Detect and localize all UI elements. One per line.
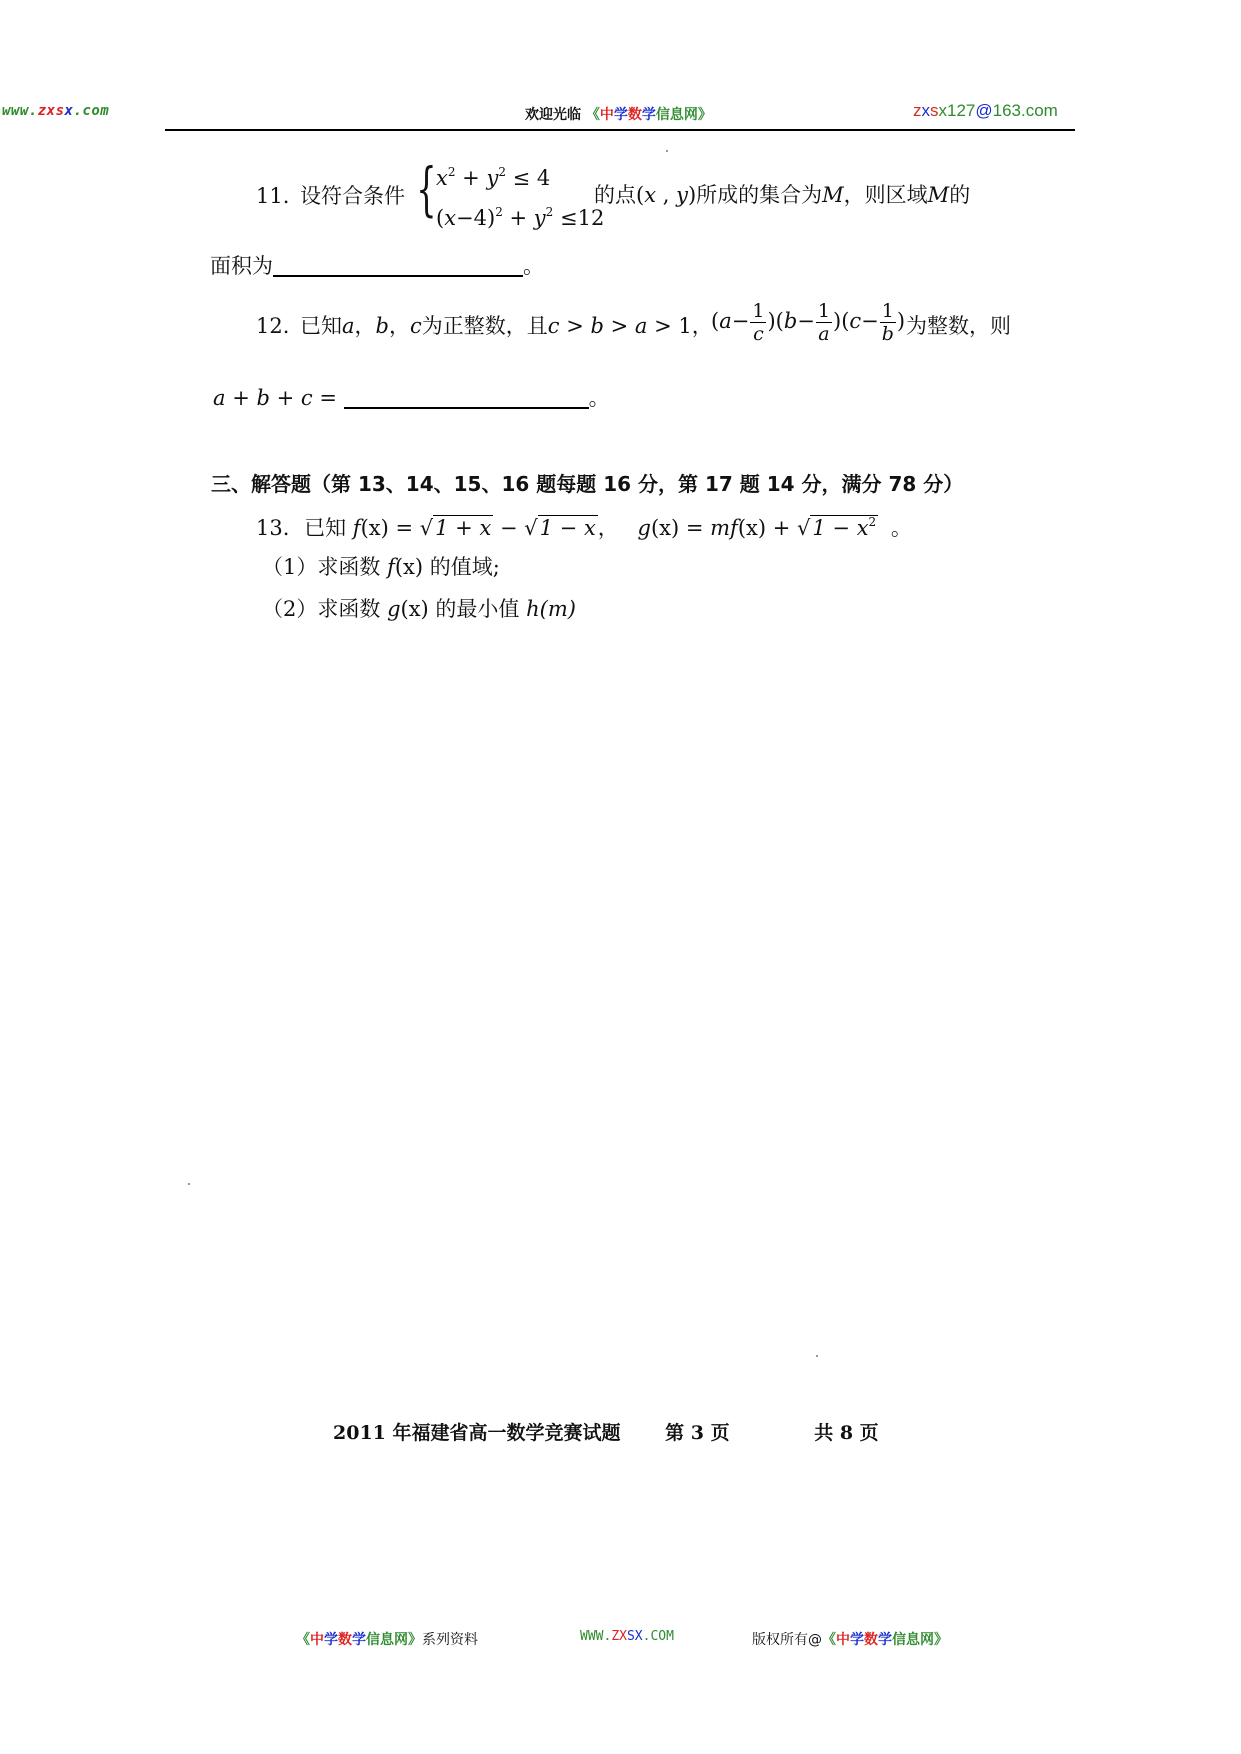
footer-site-link[interactable]: WWW.ZXSX.COM	[580, 1629, 674, 1644]
question-11-answer-line: 面积为 。	[210, 254, 544, 278]
answer-blank[interactable]	[273, 253, 523, 277]
product-expression: (a− $\frac{1}{c}$ )(b− $\frac{1}{a}$ )(c− $\frac{1}{b}$ )	[711, 300, 906, 345]
question-text: 已知a，b，c为正整数，且c > b > a > 1，	[300, 314, 713, 338]
question-13-part-1: （1）求函数 f(x) 的值域;	[262, 555, 500, 579]
scan-speck	[188, 1183, 190, 1185]
welcome-label: 欢迎光临	[525, 107, 581, 123]
question-number: 12.	[256, 314, 290, 338]
header-welcome	[525, 104, 712, 124]
question-tail: 为整数，则	[906, 314, 1011, 338]
exam-title: 2011 年福建省高一数学竞赛试题	[333, 1422, 621, 1444]
g-definition: $g(x) = mf(x) + √1 - x^2$	[637, 515, 877, 540]
question-lead: 设符合条件	[300, 184, 405, 208]
condition-1: $x^2 + y^2 \le 4$	[436, 165, 551, 190]
header-divider	[165, 129, 1075, 131]
series-label: 《中学数学信息网》系列资料	[296, 1632, 478, 1648]
section-title: 三、解答题（第 13、14、15、16 题每题 16 分，第 17 题 14 分，满分 78 分）	[211, 472, 964, 496]
brace-icon: {	[416, 155, 437, 223]
question-number: 11.	[256, 184, 290, 208]
header-email[interactable]: zxsx127@163.com	[913, 101, 1058, 120]
f-definition: f(x) = √1 + x − √1 − x	[352, 516, 596, 540]
page-total: 共 8 页	[814, 1422, 879, 1444]
question-13-part-2: （2）求函数 g(x) 的最小值 h(m)	[262, 597, 576, 621]
site-logo[interactable]: www.zxsx.com	[2, 103, 110, 119]
answer-blank[interactable]	[344, 385, 589, 409]
copyright: 版权所有@《中学数学信息网》	[752, 1632, 948, 1648]
scan-speck	[666, 150, 668, 152]
scan-speck	[816, 1355, 818, 1357]
question-12-answer-line: a + b + c = 。	[213, 386, 610, 410]
page-number: 第 3 页	[665, 1422, 730, 1444]
question-text: 的点(x , y)所成的集合为M，则区域M的	[594, 183, 971, 207]
question-number: 13.	[256, 516, 290, 540]
brand-name: 《中学数学信息网》	[585, 107, 712, 123]
question-13: 13. 已知 f(x) = √1 + x − √1 − x， $g(x) = mf(x) + √1 - x^2$ 。	[256, 515, 912, 540]
page-footer	[333, 1418, 879, 1445]
condition-2: $(x-4)^2 + y^2 \le 12$	[436, 205, 605, 230]
